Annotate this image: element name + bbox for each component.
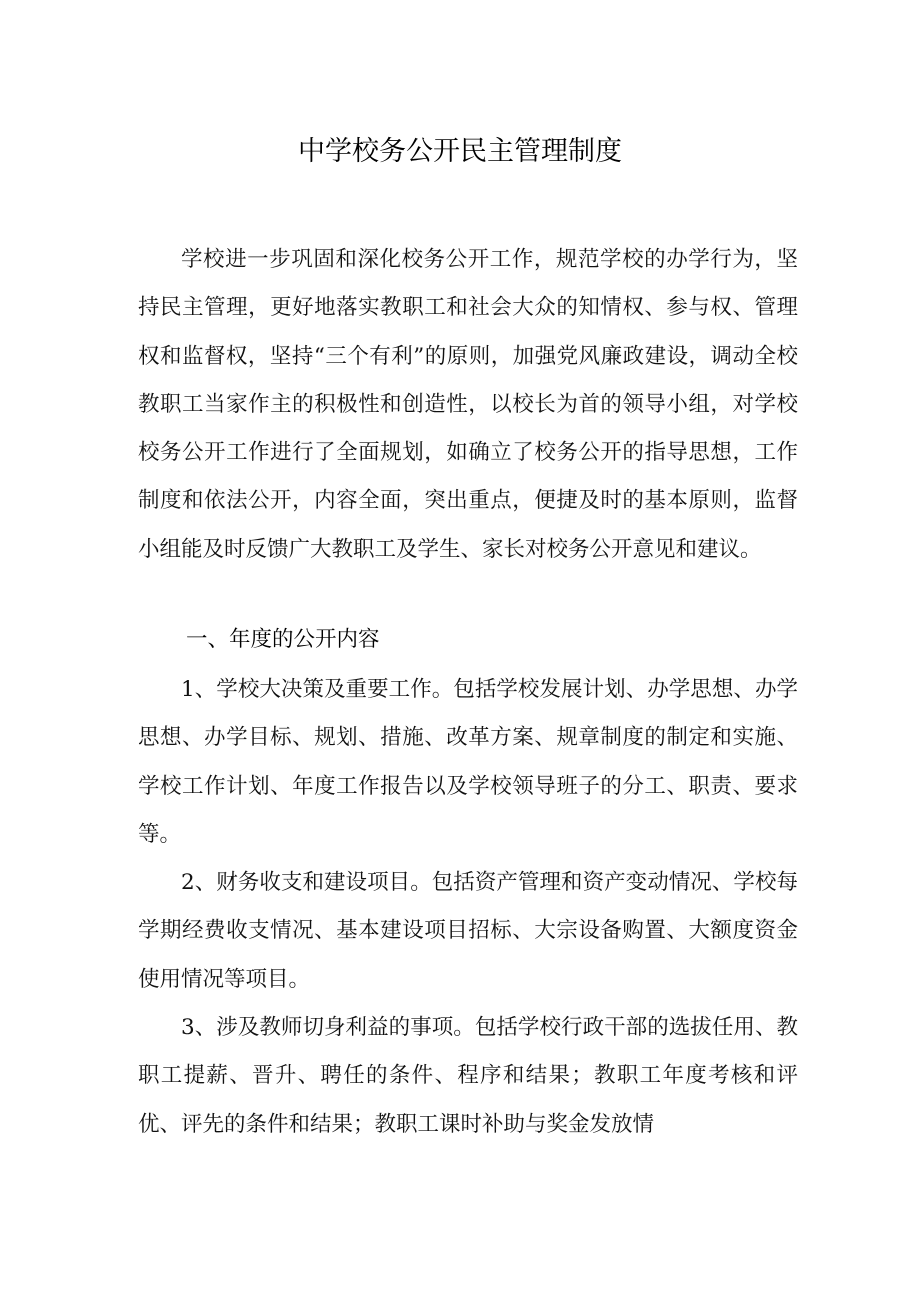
list-item-1: 1、学校大决策及重要工作。包括学校发展计划、办学思想、办学思想、办学目标、规划、措施、改革方案、规章制度的制定和实施、学校工作计划、年度工作报告以及学校领导班子的分工、职责、要求等。 [138, 677, 798, 847]
list-item-2: 2、财务收支和建设项目。包括资产管理和资产变动情况、学校每学期经费收支情况、基本建设项目招标、大宗设备购置、大额度资金使用情况等项目。 [138, 870, 798, 992]
intro-paragraph: 学校进一步巩固和深化校务公开工作，规范学校的办学行为，坚持民主管理，更好地落实教职工和社会大众的知情权、参与权、管理权和监督权，坚持“三个有利”的原则，加强党风廉政建设，调动全校教职工当家作主的积极性和创造性，以校长为首的领导小组，对学校校务公开工作进行了全面规划，如确立了校务公开的指导思想，工作制度和依法公开，内容全面，突出重点，便捷及时的基本原则，监督小组能及时反馈广大教职工及学生、家长对校务公开意见和建议。 [138, 247, 798, 562]
list-item-3: 3、涉及教师切身利益的事项。包括学校行政干部的选拔任用、教职工提薪、晋升、聘任的条件、程序和结果；教职工年度考核和评优、评先的条件和结果；教职工课时补助与奖金发放情 [138, 1015, 798, 1137]
section-heading: 一、年度的公开内容 [186, 627, 380, 652]
document-title: 中学校务公开民主管理制度 [298, 136, 622, 167]
